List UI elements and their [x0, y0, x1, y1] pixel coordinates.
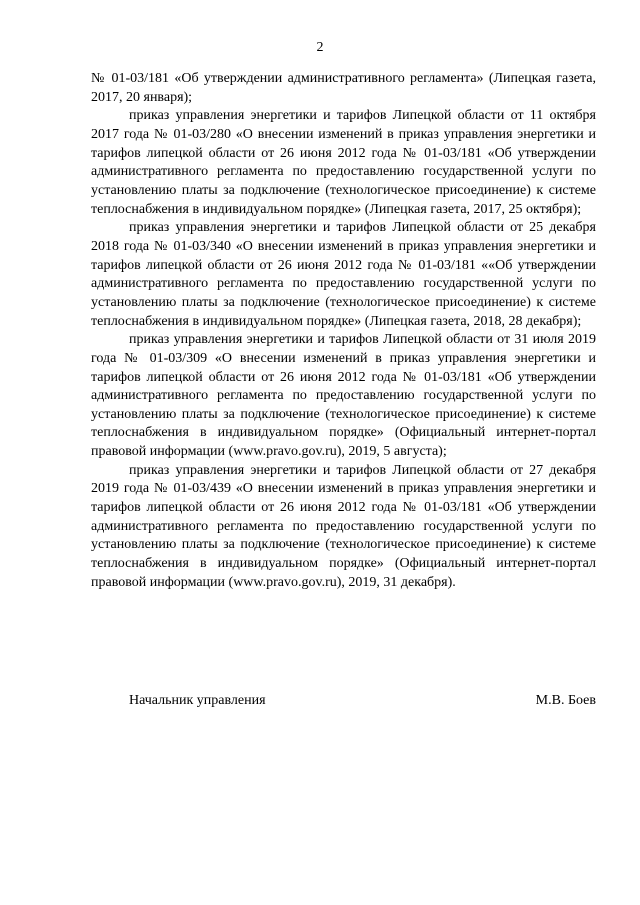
signatory-name: М.В. Боев: [535, 693, 596, 708]
paragraph-order-340: приказ управления энергетики и тарифов Липецкой области от 25 декабря 2018 года № 01-03/340 «О внесении изменений в приказ управления энергетики и тарифов липецкой области от 26 июня 2012 года № 01-03/181 ««Об утверждении административного регламента по предоставлению государственной услуги по установлению платы за подключение (технологическое присоединение) к системе теплоснабжения в индивидуальном порядке» (Липецкая газета, 2018, 28 декабря);: [91, 220, 596, 329]
document-body: [91, 70, 596, 592]
signature-block: [91, 692, 596, 712]
paragraph-order-280: приказ управления энергетики и тарифов Липецкой области от 11 октября 2017 года № 01-03/280 «О внесении изменений в приказ управления энергетики и тарифов липецкой области от 26 июня 2012 года № 01-03/181 «Об утверждении административного регламента по предоставлению государственной услуги по установлению платы за подключение (технологическое присоединение) к системе теплоснабжения в индивидуальном порядке» (Липецкая газета, 2017, 25 октября);: [91, 108, 596, 217]
paragraph-order-439: приказ управления энергетики и тарифов Липецкой области от 27 декабря 2019 года № 01-03/439 «О внесении изменений в приказ управления энергетики и тарифов липецкой области от 26 июня 2012 года № 01-03/181 «Об утверждении административного регламента по предоставлению государственной услуги по установлению платы за подключение (технологическое присоединение) к системе теплоснабжения в индивидуальном порядке» (Официальный интернет-портал правовой информации (www.pravo.gov.ru), 2019, 31 декабря).: [91, 462, 596, 590]
page-number: 2: [316, 40, 324, 55]
paragraph-order-309: приказ управления энергетики и тарифов Липецкой области от 31 июля 2019 года № 01-03/309 «О внесении изменений в приказ управления энергетики и тарифов липецкой области от 26 июня 2012 года № 01-03/181 «Об утверждении административного регламента по предоставлению государственной услуги по установлению платы за подключение (технологическое присоединение) к системе теплоснабжения в индивидуальном порядке» (Официальный интернет-портал правовой информации (www.pravo.gov.ru), 2019, 5 августа);: [91, 332, 596, 460]
paragraph-continuation: № 01-03/181 «Об утверждении административного регламента» (Липецкая газета, 2017, 20 января);: [91, 71, 596, 105]
signatory-position: Начальник управления: [129, 693, 266, 708]
